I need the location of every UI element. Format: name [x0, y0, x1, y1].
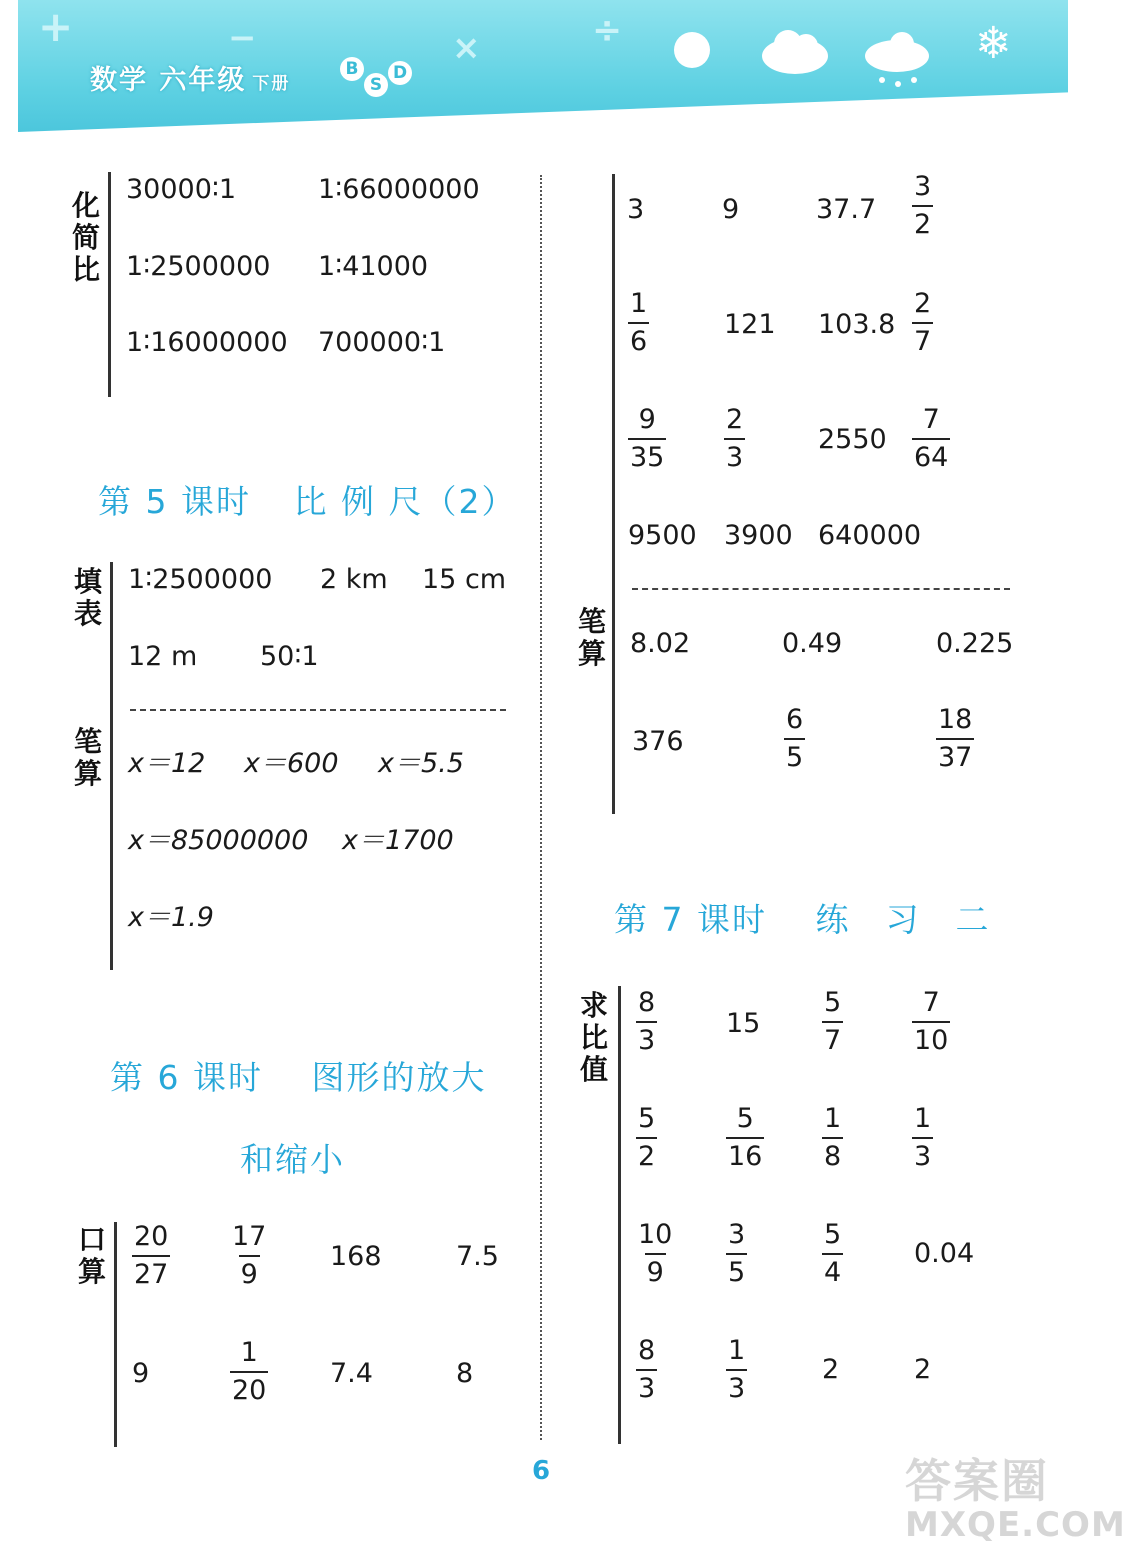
lesson7-number: 第 7 课时: [614, 900, 767, 939]
lesson6-title-line2: 和缩小: [240, 1140, 345, 1179]
written5-r2c1: x＝85000000: [128, 825, 309, 856]
ratio-value-label: 求比值: [579, 989, 608, 1086]
center-divider: [540, 175, 542, 1440]
ratio-r1c1: $\frac{8}{3}$: [638, 987, 656, 1056]
oral6-r2c3: 7.4: [330, 1358, 373, 1389]
oral6-r1c3: 168: [330, 1241, 382, 1272]
fill-table-label: 填表: [73, 565, 102, 630]
lesson6-title-line1: 图形的放大: [311, 1058, 487, 1097]
ratio-r2c4: $\frac{1}{3}$: [914, 1103, 932, 1172]
written5-label: 笔算: [73, 725, 102, 790]
written6-r1c1: 8.02: [630, 628, 691, 659]
written5-r2c2: x＝1700: [342, 825, 454, 856]
sun-icon: [672, 30, 712, 70]
ratio-r1c2: 15: [726, 1008, 761, 1039]
lesson5-bracket: [110, 562, 113, 970]
lesson5-heading: [98, 476, 516, 523]
ratio-r3c2: $\frac{3}{5}$: [728, 1219, 746, 1288]
ratio-r4c4: 2: [914, 1354, 932, 1385]
oral-cont-r3c2: $\frac{2}{3}$: [726, 404, 744, 473]
simplify-r2c1: 1∶2500000: [126, 251, 271, 282]
written5-r1c1: x＝12: [128, 748, 206, 779]
page-number: 6: [532, 1456, 551, 1486]
oral-cont-r2c2: 121: [724, 309, 776, 340]
ratio-r4c3: 2: [822, 1354, 840, 1385]
bsd-letter-d: D: [388, 61, 412, 85]
simplify-label: 化简比: [71, 189, 100, 286]
simplify-r2c2: 1∶41000: [318, 251, 429, 282]
oral-cont-r1c2: 9: [722, 194, 740, 225]
oral-cont-r4c1: 9500: [628, 520, 697, 551]
lesson6-heading: [110, 1052, 486, 1099]
written5-r1c2: x＝600: [244, 748, 339, 779]
ratio-r1c4: $\frac{7}{10}$: [914, 987, 949, 1056]
simplify-r1c2: 1∶66000000: [318, 174, 480, 205]
ratio-r1c3: $\frac{5}{7}$: [824, 987, 842, 1056]
header-grade: 六年级: [159, 65, 247, 96]
written6-r2c3: $\frac{18}{37}$: [938, 704, 973, 773]
ratio-r3c1: $\frac{10}{9}$: [638, 1219, 673, 1288]
simplify-r3c2: 700000∶1: [318, 327, 446, 358]
header-title: [90, 58, 290, 97]
written6-r2c1: 376: [632, 726, 684, 757]
ratio-r2c3: $\frac{1}{8}$: [824, 1103, 842, 1172]
oral-cont-r3c1: $\frac{9}{35}$: [630, 404, 665, 473]
oral-cont-r3c4: $\frac{7}{64}$: [914, 404, 949, 473]
lesson5-title: 比 例 尺（2）: [293, 482, 517, 521]
ratio-r4c1: $\frac{8}{3}$: [638, 1335, 656, 1404]
lesson5-dashed-separator: [130, 709, 506, 711]
written6-r2c2: $\frac{6}{5}$: [786, 704, 804, 773]
oral6-r2c1: 9: [132, 1358, 150, 1389]
right-top-bracket: [612, 174, 615, 814]
lesson6-number: 第 6 课时: [110, 1058, 263, 1097]
minus-symbol-icon: −: [228, 18, 257, 58]
times-symbol-icon: ×: [452, 28, 481, 68]
lesson7-heading: [614, 894, 990, 941]
divide-symbol-icon: ÷: [592, 10, 623, 51]
simplify-r3c1: 1∶16000000: [126, 327, 288, 358]
fill-r2c2: 50∶1: [260, 641, 319, 672]
oral6-r2c2: $\frac{1}{20}$: [232, 1337, 267, 1406]
written5-r3c1: x＝1.9: [128, 902, 214, 933]
watermark-en: MXQE.COM: [905, 1505, 1126, 1545]
oral6-label: 口算: [77, 1223, 106, 1288]
watermark-cn: 答案圈: [905, 1454, 1049, 1508]
ratio-r2c2: $\frac{5}{16}$: [728, 1103, 763, 1172]
oral6-r1c2: $\frac{17}{9}$: [232, 1221, 267, 1290]
written6-label: 笔算: [577, 605, 606, 670]
oral-cont-r2c3: 103.8: [818, 309, 896, 340]
oral-cont-r2c4: $\frac{2}{7}$: [914, 288, 932, 357]
lesson7-title: 练 习 二: [815, 900, 991, 939]
fill-r1c1: 1∶2500000: [128, 564, 273, 595]
plus-symbol-icon: +: [38, 2, 74, 51]
bsd-logo: [340, 55, 420, 105]
lesson5-number: 第 5 课时: [98, 482, 251, 521]
written5-r1c3: x＝5.5: [378, 748, 464, 779]
cloud-icon: [760, 24, 830, 76]
bsd-letter-s: S: [364, 73, 388, 97]
oral-cont-r1c1: 3: [627, 194, 645, 225]
oral6-bracket: [114, 1222, 117, 1447]
ratio-r3c4: 0.04: [914, 1238, 975, 1269]
oral-cont-r4c3: 640000: [818, 520, 922, 551]
ratio-r2c1: $\frac{5}{2}$: [638, 1103, 656, 1172]
snowflake-icon: ❄: [975, 18, 1012, 69]
fill-r2c1: 12 m: [128, 641, 198, 672]
header-volume: 下册: [252, 74, 291, 94]
fill-r1c2: 2 km: [320, 564, 388, 595]
bsd-letter-b: B: [340, 57, 364, 81]
oral-cont-r3c3: 2550: [818, 424, 887, 455]
right-dashed-separator: [632, 588, 1010, 590]
written6-r1c2: 0.49: [782, 628, 843, 659]
written6-r1c3: 0.225: [936, 628, 1014, 659]
simplify-bracket: [108, 172, 111, 397]
header-subject: 数学: [90, 65, 148, 96]
simplify-r1c1: 30000∶1: [126, 174, 237, 205]
watermark-logo: [905, 1445, 1126, 1545]
fill-r1c3: 15 cm: [422, 564, 507, 595]
ratio-value-bracket: [618, 986, 621, 1444]
oral-cont-r4c2: 3900: [724, 520, 793, 551]
oral6-r2c4: 8: [456, 1358, 474, 1389]
ratio-r3c3: $\frac{5}{4}$: [824, 1219, 842, 1288]
oral-cont-r1c4: $\frac{3}{2}$: [914, 171, 932, 240]
rain-cloud-icon: [862, 30, 932, 90]
oral6-r1c4: 7.5: [456, 1241, 499, 1272]
ratio-r4c2: $\frac{1}{3}$: [728, 1335, 746, 1404]
oral6-r1c1: $\frac{20}{27}$: [134, 1221, 169, 1290]
oral-cont-r2c1: $\frac{1}{6}$: [630, 288, 648, 357]
oral-cont-r1c3: 37.7: [816, 194, 877, 225]
